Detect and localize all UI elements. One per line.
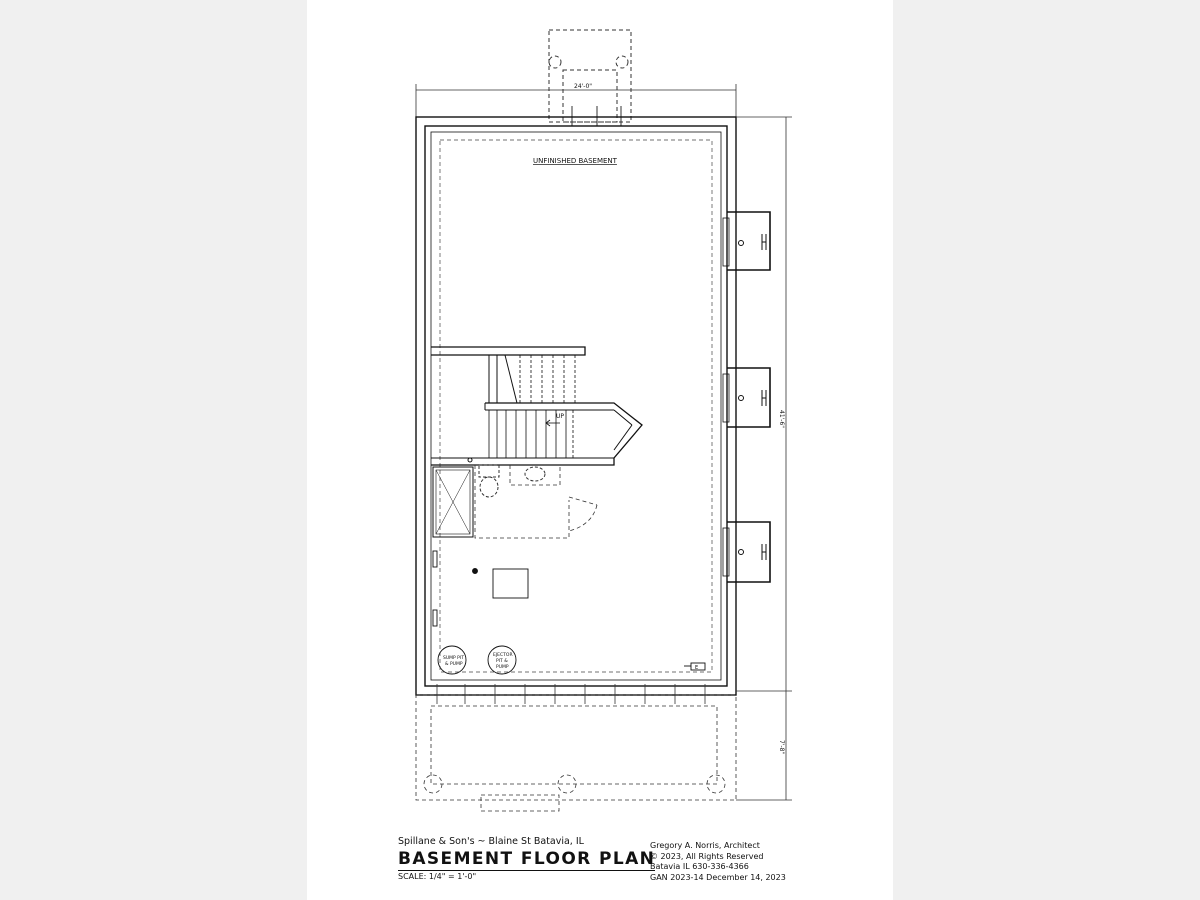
ejector-label-line-2: PIT & <box>496 659 508 664</box>
mechanical-equipment <box>433 551 705 674</box>
side-dimension-text: 41'-6" <box>778 410 785 429</box>
rear-porch <box>416 695 736 811</box>
ejector-label-line-3: PUMP <box>496 665 509 670</box>
porch-dimension-text: 7'-8" <box>778 740 785 755</box>
window-well-2 <box>723 368 770 427</box>
front-porch <box>549 30 631 122</box>
window-well-3 <box>723 522 770 582</box>
room-label: UNFINISHED BASEMENT <box>533 157 617 165</box>
porch-beams <box>572 106 621 126</box>
stair-up-arrow <box>546 420 560 426</box>
stair-up-label: UP <box>556 413 565 420</box>
job-number-date: GAN 2023-14 December 14, 2023 <box>650 872 786 882</box>
drawing-title: BASEMENT FLOOR PLAN <box>398 849 656 869</box>
copyright-notice: © 2023, All Rights Reserved <box>650 851 764 861</box>
future-bathroom <box>475 465 597 538</box>
rear-porch-posts <box>437 684 705 704</box>
ejector-label-line-1: EJECTOR <box>493 653 513 658</box>
architect-info <box>650 841 786 883</box>
staircase <box>431 347 642 465</box>
window-well-1 <box>723 212 770 270</box>
toilet <box>479 465 499 497</box>
side-dimension-line <box>736 117 792 800</box>
architect-name: Gregory A. Norris, Architect <box>650 841 760 850</box>
top-dimension-text: 24'-0" <box>574 83 593 90</box>
shower <box>433 458 473 537</box>
sump-label-line-1: SUMP PIT <box>443 656 464 661</box>
sump-label-line-2: & PUMP <box>445 662 463 667</box>
location-phone: Batavia IL 630-336-4366 <box>650 862 749 871</box>
drawing-scale: SCALE: 1/4" = 1'-0" <box>398 872 477 881</box>
foundation-walls <box>416 117 736 695</box>
vanity-sink <box>525 467 545 481</box>
project-name: Spillane & Son's ~ Blaine St Batavia, IL <box>398 836 584 847</box>
electrical-panel-label: E <box>695 665 699 671</box>
stair-treads <box>489 355 575 458</box>
